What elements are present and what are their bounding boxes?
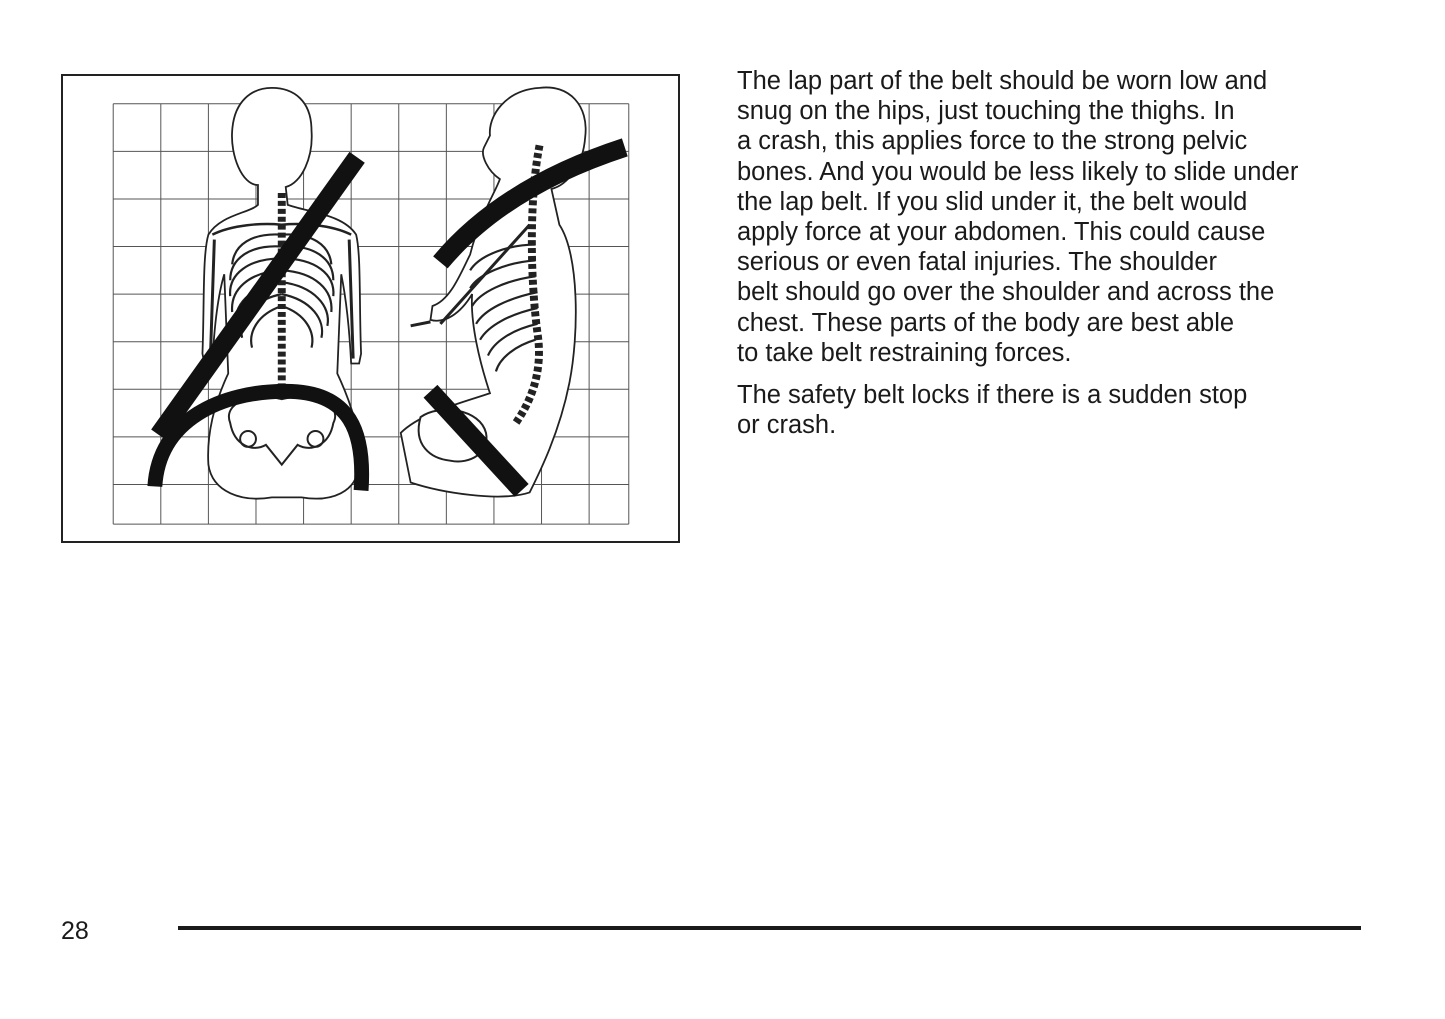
side-view-figure <box>401 87 625 496</box>
paragraph-belt-locks: The safety belt locks if there is a sudden stop or crash. <box>737 381 1248 440</box>
footer-rule <box>178 926 1361 930</box>
paragraph-belt-position: The lap part of the belt should be worn low and snug on the hips, just touching the thighs. In a crash, this applies force to the strong pelvic bones. And you would be less likely to slide under the lap belt. If you slid under it, the belt would apply force at your abdomen. This could cause serious or even fatal injuries. The shoulder belt should go over the shoulder and across the chest. These parts of the body are best able to take belt restraining forces. <box>737 67 1299 367</box>
body-text <box>737 66 1377 452</box>
page-number: 28 <box>61 917 89 945</box>
skeleton-seatbelt-drawing <box>63 76 678 541</box>
seatbelt-illustration <box>61 74 680 543</box>
